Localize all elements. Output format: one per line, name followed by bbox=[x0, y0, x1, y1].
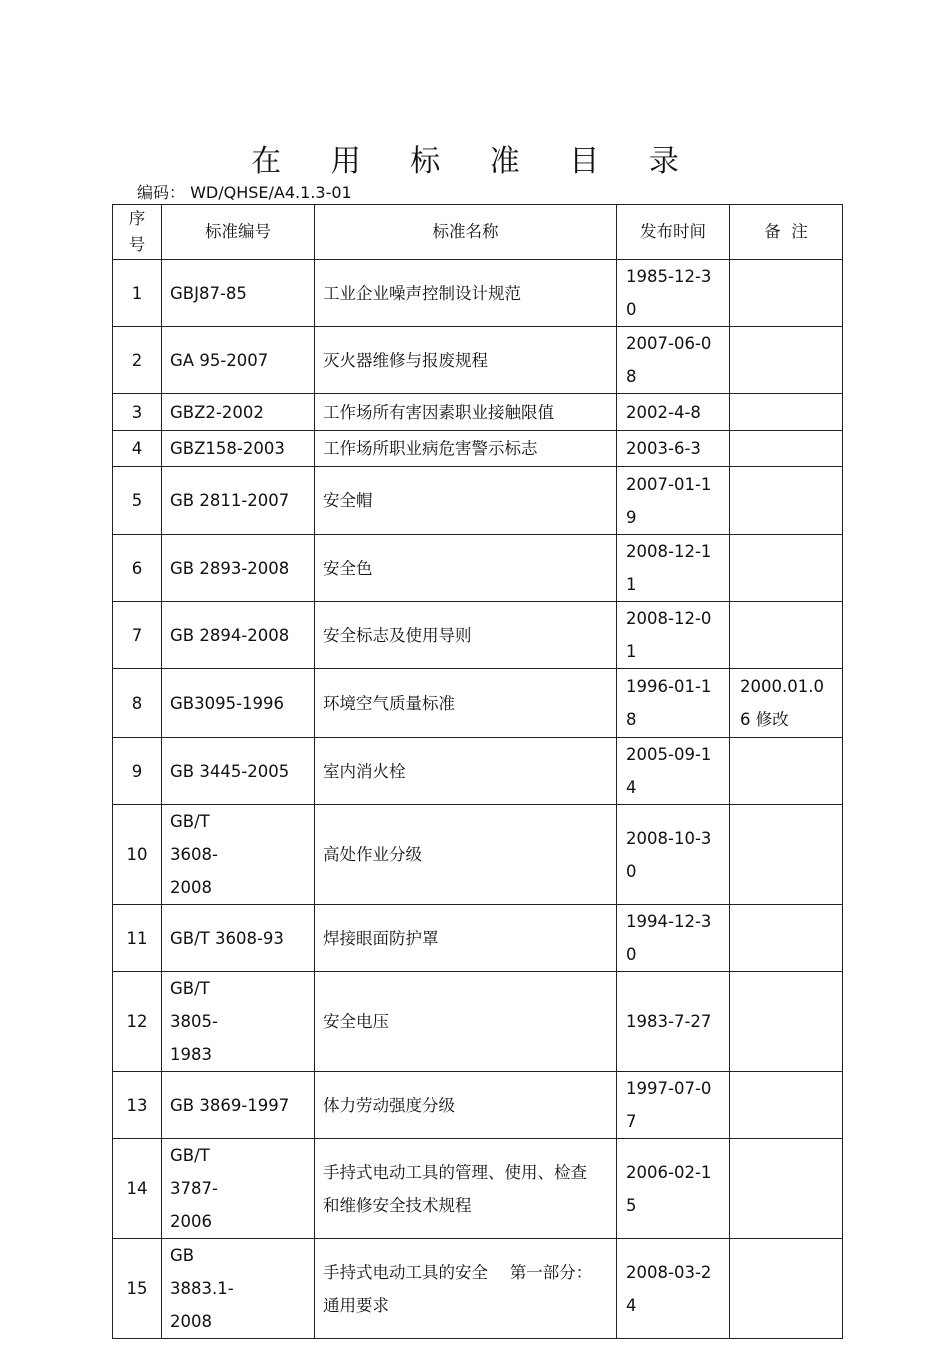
document-code bbox=[137, 180, 352, 203]
table-row bbox=[113, 1239, 843, 1339]
row-standard-code: GBJ87-85 bbox=[162, 260, 315, 327]
table-row bbox=[113, 431, 843, 467]
table-header-row bbox=[113, 205, 843, 260]
row-standard-code: GB 3883.1-2008 bbox=[162, 1239, 315, 1339]
document-code-value: WD/QHSE/A4.1.3-01 bbox=[190, 183, 352, 202]
row-publish-date: 1997-07-07 bbox=[617, 1072, 730, 1139]
row-number: 1 bbox=[113, 260, 162, 327]
row-remarks bbox=[730, 1139, 843, 1239]
row-remarks: 2000.01.06 修改 bbox=[730, 669, 843, 738]
row-standard-code: GB3095-1996 bbox=[162, 669, 315, 738]
row-standard-code: GB 2893-2008 bbox=[162, 535, 315, 602]
row-number: 2 bbox=[113, 327, 162, 394]
table-row bbox=[113, 535, 843, 602]
row-standard-name: 室内消火栓 bbox=[315, 738, 617, 805]
table-row bbox=[113, 905, 843, 972]
row-remarks bbox=[730, 1072, 843, 1139]
row-standard-name: 安全帽 bbox=[315, 467, 617, 535]
row-standard-name: 灭火器维修与报废规程 bbox=[315, 327, 617, 394]
row-remarks bbox=[730, 972, 843, 1072]
table-row bbox=[113, 1072, 843, 1139]
table-row bbox=[113, 1139, 843, 1239]
row-standard-name: 焊接眼面防护罩 bbox=[315, 905, 617, 972]
row-publish-date: 1985-12-30 bbox=[617, 260, 730, 327]
row-number: 8 bbox=[113, 669, 162, 738]
row-standard-name: 高处作业分级 bbox=[315, 805, 617, 905]
row-standard-name: 安全标志及使用导则 bbox=[315, 602, 617, 669]
table-row bbox=[113, 394, 843, 431]
table-row bbox=[113, 738, 843, 805]
row-number: 13 bbox=[113, 1072, 162, 1139]
standards-table bbox=[112, 204, 843, 1339]
row-standard-name: 工作场所职业病危害警示标志 bbox=[315, 431, 617, 467]
row-remarks bbox=[730, 394, 843, 431]
row-remarks bbox=[730, 535, 843, 602]
row-number: 11 bbox=[113, 905, 162, 972]
row-standard-name: 安全色 bbox=[315, 535, 617, 602]
table-row bbox=[113, 260, 843, 327]
row-remarks bbox=[730, 905, 843, 972]
row-publish-date: 2005-09-14 bbox=[617, 738, 730, 805]
document-code-label: 编码： bbox=[137, 183, 186, 202]
row-publish-date: 1996-01-18 bbox=[617, 669, 730, 738]
row-number: 5 bbox=[113, 467, 162, 535]
header-standard-name: 标准名称 bbox=[315, 205, 617, 260]
row-number: 10 bbox=[113, 805, 162, 905]
header-publish-date: 发布时间 bbox=[617, 205, 730, 260]
row-publish-date: 2008-12-01 bbox=[617, 602, 730, 669]
row-number: 7 bbox=[113, 602, 162, 669]
table-row bbox=[113, 805, 843, 905]
row-publish-date: 2008-12-11 bbox=[617, 535, 730, 602]
row-publish-date: 2002-4-8 bbox=[617, 394, 730, 431]
table-row bbox=[113, 602, 843, 669]
row-number: 6 bbox=[113, 535, 162, 602]
table-row bbox=[113, 327, 843, 394]
row-remarks bbox=[730, 1239, 843, 1339]
row-standard-name: 环境空气质量标准 bbox=[315, 669, 617, 738]
row-publish-date: 2007-06-08 bbox=[617, 327, 730, 394]
row-standard-code: GBZ2-2002 bbox=[162, 394, 315, 431]
row-standard-code: GB 2811-2007 bbox=[162, 467, 315, 535]
row-number: 12 bbox=[113, 972, 162, 1072]
row-standard-name: 手持式电动工具的安全 第一部分：通用要求 bbox=[315, 1239, 617, 1339]
row-number: 3 bbox=[113, 394, 162, 431]
row-remarks bbox=[730, 327, 843, 394]
row-publish-date: 2008-10-30 bbox=[617, 805, 730, 905]
row-standard-code: GB 2894-2008 bbox=[162, 602, 315, 669]
header-standard-code: 标准编号 bbox=[162, 205, 315, 260]
row-standard-code: GB 3869-1997 bbox=[162, 1072, 315, 1139]
row-standard-code: GB/T 3608-93 bbox=[162, 905, 315, 972]
row-standard-code: GB 3445-2005 bbox=[162, 738, 315, 805]
row-number: 9 bbox=[113, 738, 162, 805]
row-publish-date: 1983-7-27 bbox=[617, 972, 730, 1072]
row-publish-date: 1994-12-30 bbox=[617, 905, 730, 972]
row-number: 15 bbox=[113, 1239, 162, 1339]
row-publish-date: 2006-02-15 bbox=[617, 1139, 730, 1239]
table-row bbox=[113, 467, 843, 535]
row-remarks bbox=[730, 805, 843, 905]
row-remarks bbox=[730, 602, 843, 669]
row-remarks bbox=[730, 431, 843, 467]
row-standard-name: 工作场所有害因素职业接触限值 bbox=[315, 394, 617, 431]
row-publish-date: 2003-6-3 bbox=[617, 431, 730, 467]
page-title: 在 用 标 准 目 录 bbox=[251, 144, 699, 179]
row-standard-code: GB/T 3805-1983 bbox=[162, 972, 315, 1072]
row-standard-code: GB/T 3787-2006 bbox=[162, 1139, 315, 1239]
row-remarks bbox=[730, 467, 843, 535]
table-row bbox=[113, 972, 843, 1072]
row-number: 14 bbox=[113, 1139, 162, 1239]
row-remarks bbox=[730, 738, 843, 805]
row-remarks bbox=[730, 260, 843, 327]
header-remarks: 备 注 bbox=[730, 205, 843, 260]
row-standard-name: 体力劳动强度分级 bbox=[315, 1072, 617, 1139]
row-number: 4 bbox=[113, 431, 162, 467]
header-serial: 序号 bbox=[113, 205, 162, 260]
row-standard-name: 手持式电动工具的管理、使用、检查和维修安全技术规程 bbox=[315, 1139, 617, 1239]
row-standard-name: 安全电压 bbox=[315, 972, 617, 1072]
row-standard-name: 工业企业噪声控制设计规范 bbox=[315, 260, 617, 327]
row-standard-code: GA 95-2007 bbox=[162, 327, 315, 394]
row-publish-date: 2008-03-24 bbox=[617, 1239, 730, 1339]
row-standard-code: GB/T 3608-2008 bbox=[162, 805, 315, 905]
row-standard-code: GBZ158-2003 bbox=[162, 431, 315, 467]
row-publish-date: 2007-01-19 bbox=[617, 467, 730, 535]
table-row bbox=[113, 669, 843, 738]
